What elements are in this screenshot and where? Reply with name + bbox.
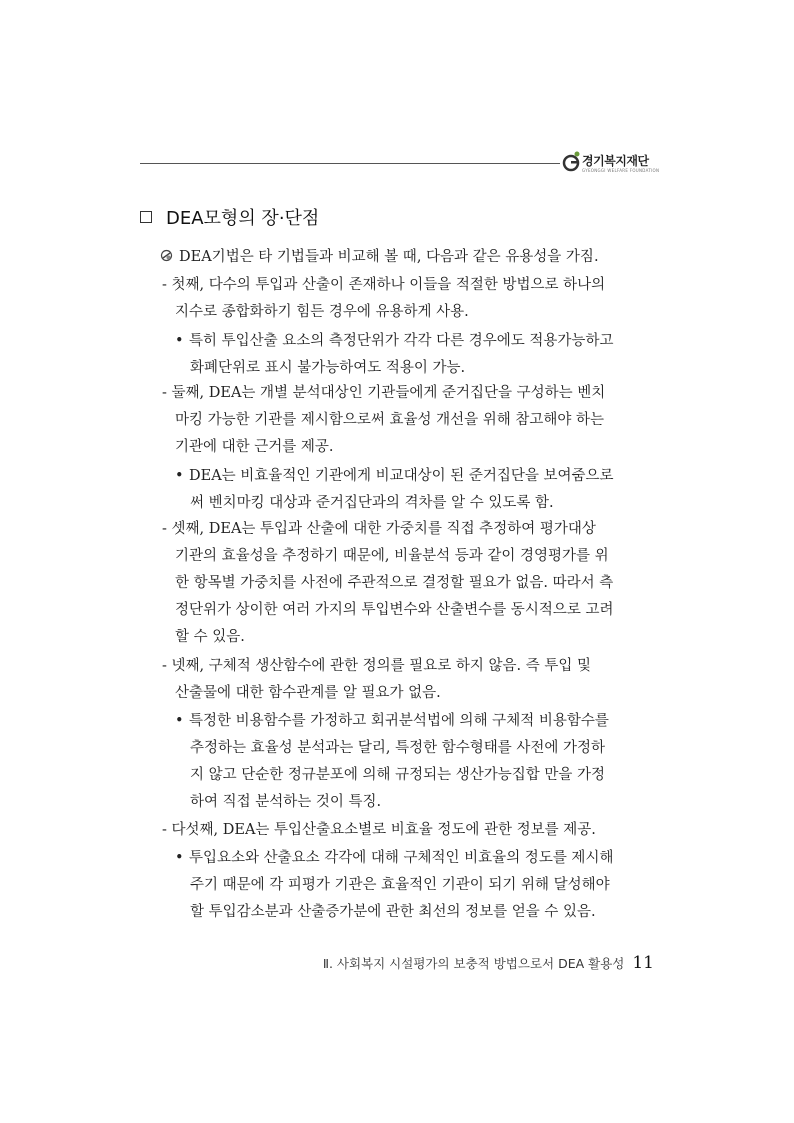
list-item: - 다섯째, DEA는 투입산출요소별로 비효율 정도에 관한 정보를 제공. [162, 822, 596, 838]
list-item-continued: 정단위가 상이한 여러 가지의 투입변수와 산출변수를 동시적으로 고려 [175, 602, 614, 618]
sub-list-item-text: 투입요소와 산출요소 각각에 대해 구체적인 비효율의 정도를 제시해 [189, 850, 614, 866]
sub-list-item-continued: 할 투입감소분과 산출증가분에 관한 최선의 정보를 얻을 수 있음. [190, 904, 596, 920]
bullet-icon: • [175, 850, 184, 866]
running-footer-title: Ⅱ. 사회복지 시설평가의 보충적 방법으로서 DEA 활용성 [322, 956, 625, 971]
logo-text: 경기복지재단 [582, 154, 649, 168]
sub-list-item-continued: 주기 때문에 각 피평가 기관은 효율적인 기관이 되기 위해 달성해야 [190, 877, 610, 893]
logo-mark-icon [562, 150, 582, 174]
sub-list-item-continued: 화폐단위로 표시 불가능하여도 적용이 가능. [190, 360, 466, 376]
section-title [140, 204, 319, 230]
sub-list-item-text: 특히 투입산출 요소의 측정단위가 각각 다른 경우에도 적용가능하고 [189, 333, 614, 349]
list-item-continued: 한 항목별 가중치를 사전에 주관적으로 결정할 필요가 없음. 따라서 측 [175, 575, 614, 591]
header-rule [140, 163, 560, 164]
checkbox-square-icon [140, 211, 152, 223]
sub-list-item-text: DEA는 비효율적인 기관에게 비교대상이 된 준거집단을 보여줌으로 [189, 468, 614, 484]
sub-list-item [175, 331, 613, 351]
page-number: 11 [632, 953, 654, 973]
sub-list-item [175, 466, 614, 486]
bullet-icon: • [175, 713, 184, 729]
page-footer [323, 953, 654, 973]
sub-list-item [175, 711, 609, 731]
list-item: - 첫째, 다수의 투입과 산출이 존재하나 이들을 적절한 방법으로 하나의 [162, 277, 606, 293]
list-item-continued: 마킹 가능한 기관를 제시함으로써 효율성 개선을 위해 참고해야 하는 [175, 412, 605, 428]
lead-text: DEA기법은 타 기법들과 비교해 볼 때, 다음과 같은 유용성을 가짐. [179, 249, 599, 265]
list-item-continued: 기관의 효율성을 추정하기 때문에, 비율분석 등과 같이 경영평가를 위 [175, 548, 609, 564]
list-item-continued: 할 수 있음. [175, 629, 245, 645]
sub-list-item-continued: 지 않고 단순한 정규분포에 의해 규정되는 생산가능집합 만을 가정 [190, 767, 606, 783]
sub-list-item-continued: 추정하는 효율성 분석과는 달리, 특정한 함수형태를 사전에 가정하 [190, 740, 606, 756]
sub-list-item-continued: 써 벤치마킹 대상과 준거집단과의 격차를 알 수 있도록 함. [190, 495, 554, 511]
list-item: - 셋째, DEA는 투입과 산출에 대한 가중치를 직접 추정하여 평가대상 [162, 521, 596, 537]
list-item-continued: 산출물에 대한 함수관계를 알 필요가 없음. [175, 685, 441, 701]
lead-bullet-icon [160, 249, 173, 262]
lead-paragraph [160, 247, 599, 267]
sub-list-item-text: 특정한 비용함수를 가정하고 회귀분석법에 의해 구체적 비용함수를 [189, 713, 609, 729]
logo-subtext: GYEONGGI WELFARE FOUNDATION [582, 168, 660, 173]
list-item: - 둘째, DEA는 개별 분석대상인 기관들에게 준거집단을 구성하는 벤치 [162, 385, 606, 401]
section-title-text: DEA모형의 장·단점 [166, 208, 320, 229]
foundation-logo [560, 148, 660, 178]
list-item: - 넷째, 구체적 생산함수에 관한 정의를 필요로 하지 않음. 즉 투입 및 [162, 658, 591, 674]
list-item-continued: 지수로 종합화하기 힘든 경우에 유용하게 사용. [175, 304, 469, 320]
list-item-continued: 기관에 대한 근거를 제공. [175, 439, 334, 455]
bullet-icon: • [175, 333, 184, 349]
sub-list-item [175, 848, 613, 868]
sub-list-item-continued: 하여 직접 분석하는 것이 특징. [190, 794, 382, 810]
bullet-icon: • [175, 468, 184, 484]
